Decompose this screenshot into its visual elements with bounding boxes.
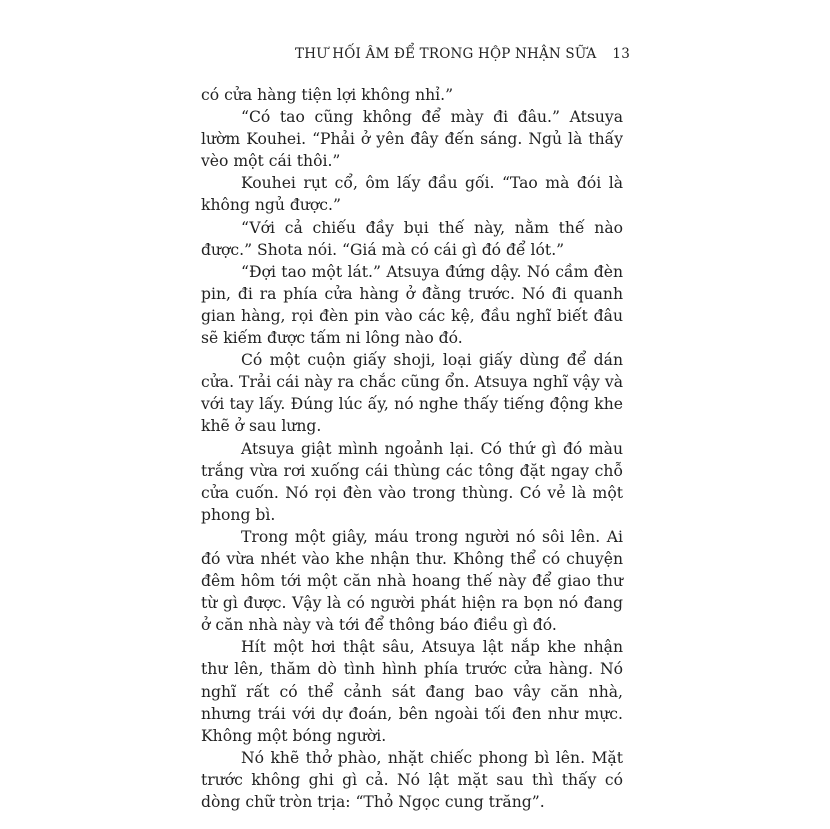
page-number: 13 bbox=[612, 46, 630, 62]
running-header bbox=[295, 46, 630, 62]
paragraph-8: Trong một giây, máu trong người nó sôi lên. Ai đó vừa nhét vào khe nhận thư. Không thể có chuyện đêm hôm tới một căn nhà hoang thế này để giao thư từ gì được. Vậy là có người phát hiện ra bọn nó đang ở căn nhà này và tới để thông báo điều gì đó. bbox=[201, 527, 623, 635]
paragraph-6: Có một cuộn giấy shoji, loại giấy dùng để dán cửa. Trải cái này ra chắc cũng ổn. Atsuya nghĩ vậy và với tay lấy. Đúng lúc ấy, nó nghe thấy tiếng động khe khẽ ở sau lưng. bbox=[201, 351, 623, 436]
paragraph-2: “Có tao cũng không để mày đi đâu.” Atsuya lườm Kouhei. “Phải ở yên đây đến sáng. Ngủ là thấy vèo một cái thôi.” bbox=[201, 108, 623, 171]
running-title: THƯ HỐI ÂM ĐỂ TRONG HỘP NHẬN SỮA bbox=[295, 46, 597, 62]
paragraph-4: “Với cả chiếu đầy bụi thế này, nằm thế nào được.” Shota nói. “Giá mà có cái gì đó để lót.” bbox=[201, 218, 623, 259]
paragraph-9: Hít một hơi thật sâu, Atsuya lật nắp khe nhận thư lên, thăm dò tình hình phía trước cửa hàng. Nó nghĩ rất có thể cảnh sát đang bao vây căn nhà, nhưng trái với dự đoán, bên ngoài tối đen như mực. Không một bóng người. bbox=[201, 638, 623, 745]
paragraph-7: Atsuya giật mình ngoảnh lại. Có thứ gì đó màu trắng vừa rơi xuống cái thùng các tông đặt ngay chỗ cửa cuốn. Nó rọi đèn vào trong thùng. Có vẻ là một phong bì. bbox=[201, 439, 623, 524]
paragraph-5: “Đợi tao một lát.” Atsuya đứng dậy. Nó cầm đèn pin, đi ra phía cửa hàng ở đằng trước. Nó đi quanh gian hàng, rọi đèn pin vào các kệ, đầu nghĩ biết đâu sẽ kiếm được tấm ni lông nào đó. bbox=[201, 262, 623, 348]
body-text bbox=[201, 84, 623, 813]
paragraph-10: Nó khẽ thở phào, nhặt chiếc phong bì lên. Mặt trước không ghi gì cả. Nó lật mặt sau thì thấy có dòng chữ tròn trịa: “Thỏ Ngọc cung trăng”. bbox=[201, 748, 623, 811]
paragraph-1: có cửa hàng tiện lợi không nhỉ.” bbox=[201, 86, 454, 104]
paragraph-3: Kouhei rụt cổ, ôm lấy đầu gối. “Tao mà đói là không ngủ được.” bbox=[201, 174, 623, 215]
